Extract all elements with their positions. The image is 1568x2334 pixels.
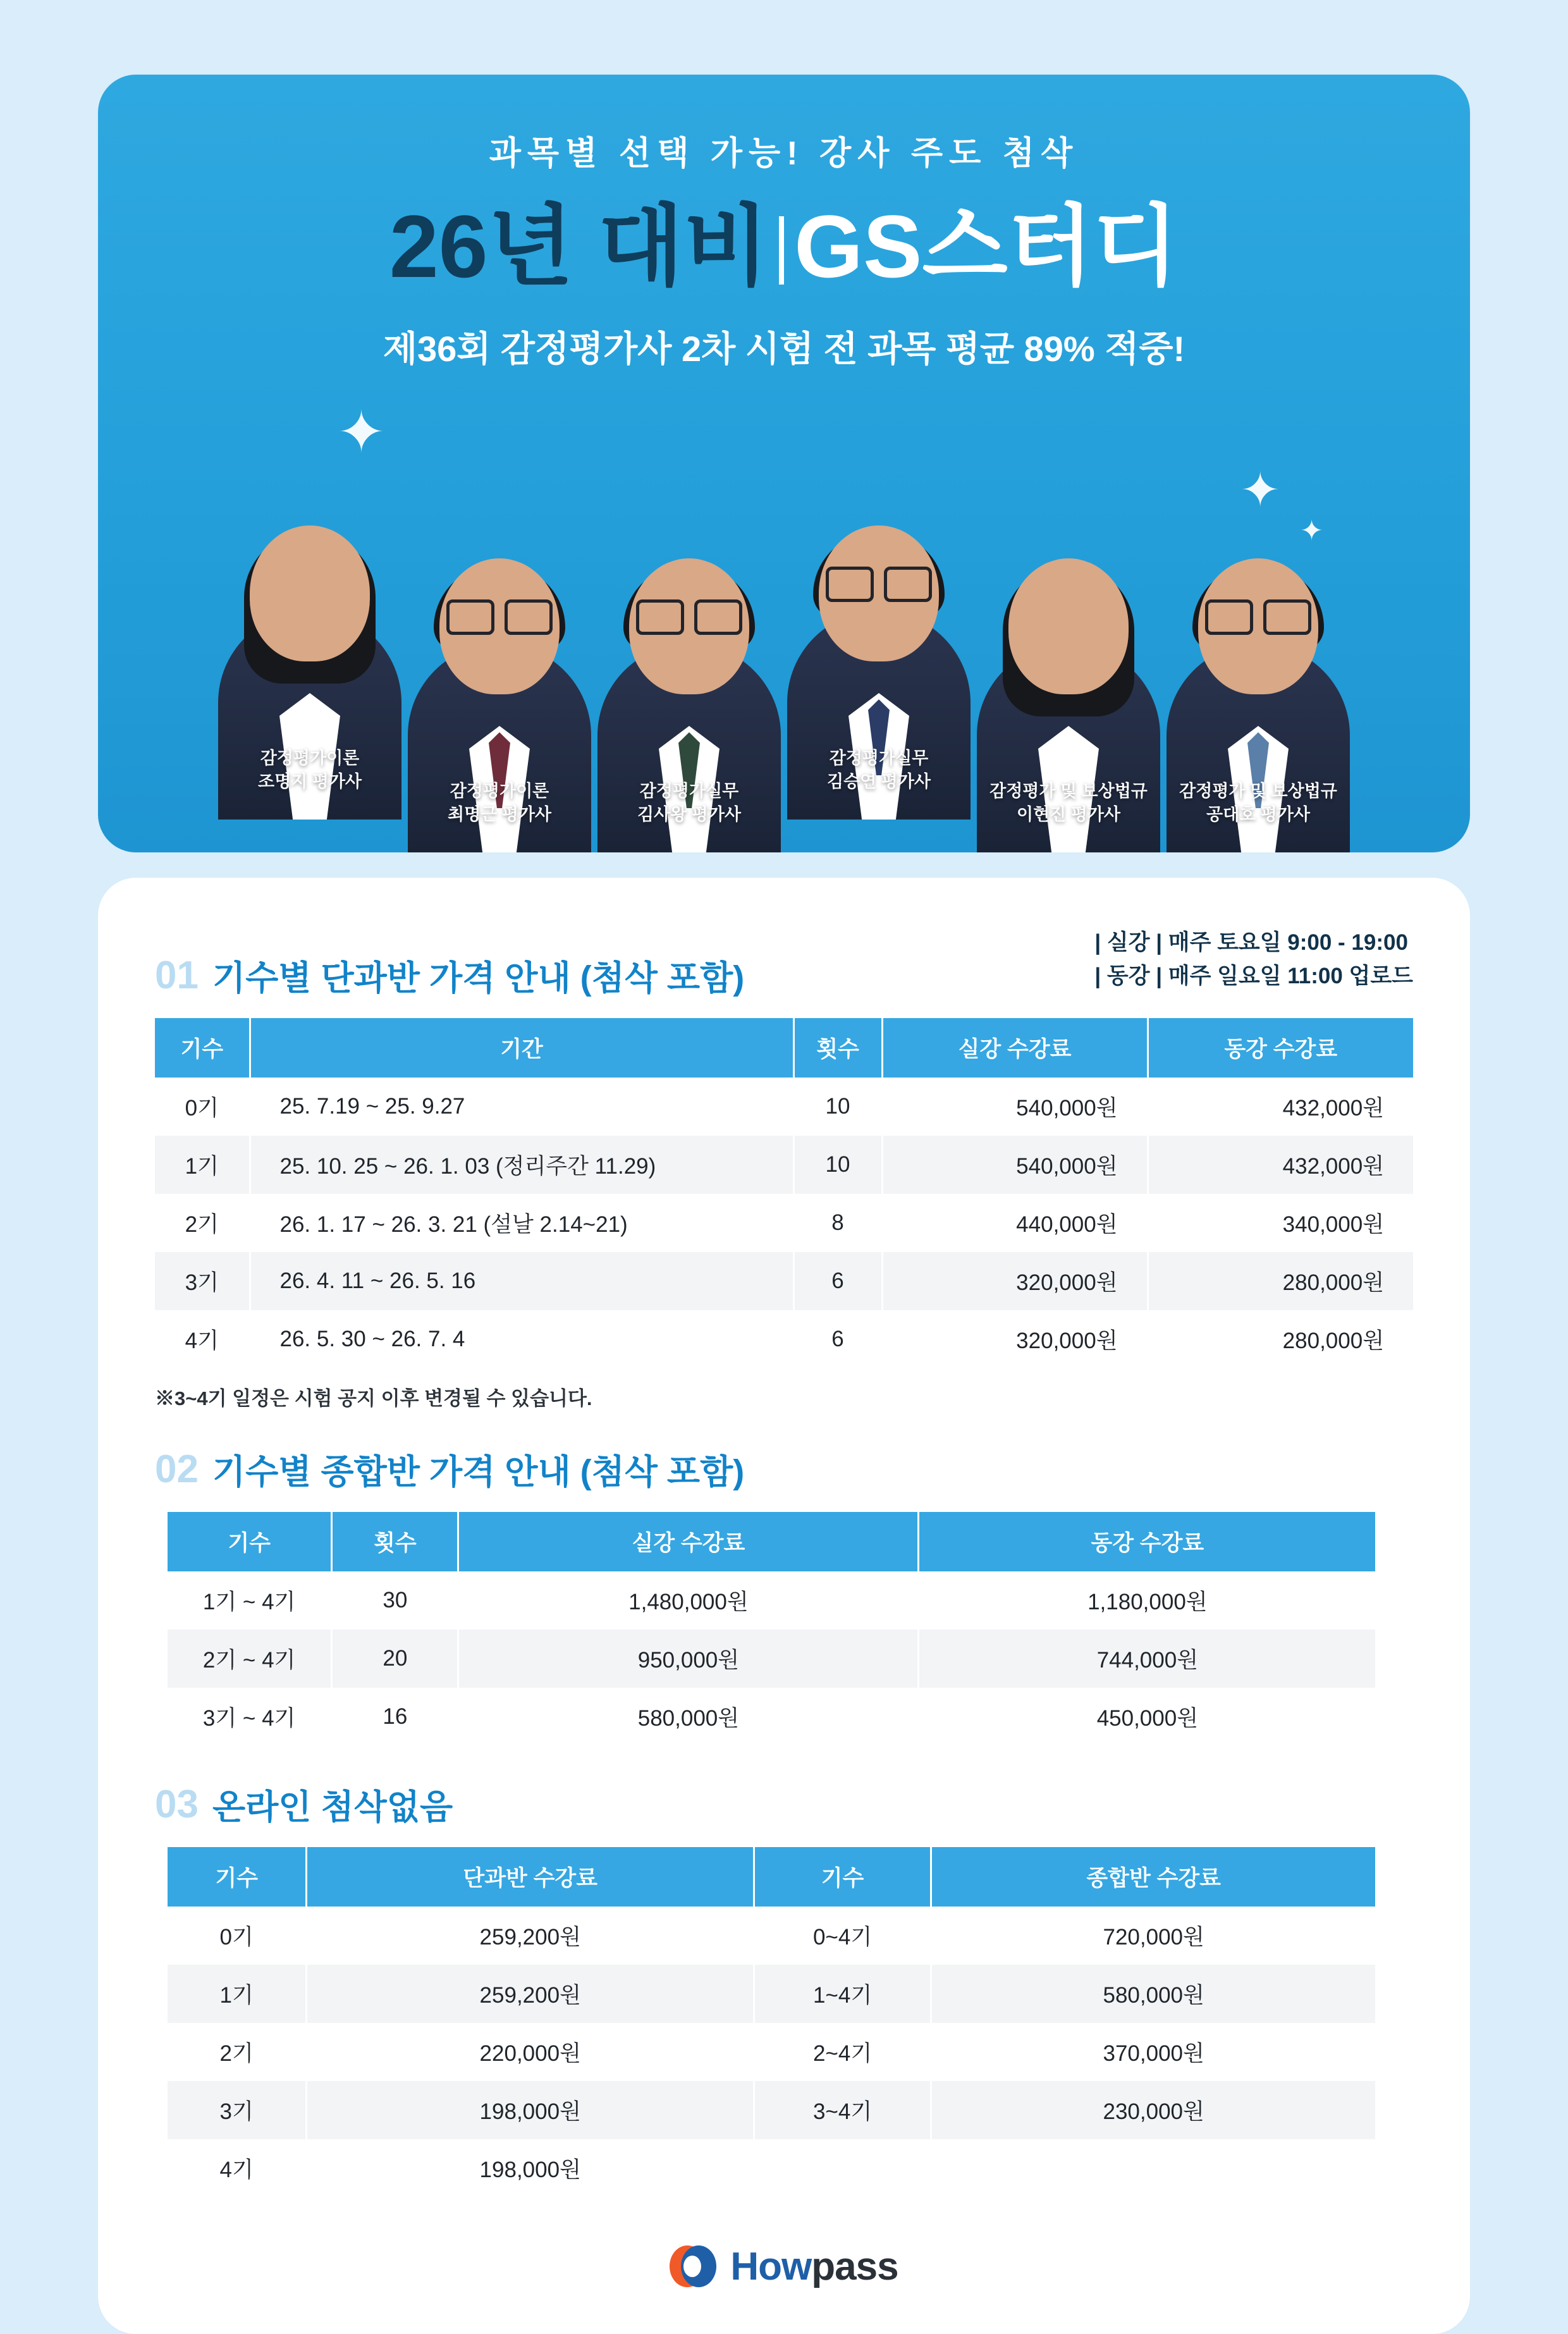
column-header: 종합반 수강료 <box>931 1847 1376 1907</box>
cell-live-price: 580,000원 <box>458 1688 919 1746</box>
instructor-name: 최명근 평가사 <box>448 804 551 824</box>
instructor-portrait <box>784 465 974 820</box>
cell-vod-price: 340,000원 <box>1282 1212 1384 1238</box>
cell-vod-price: 744,000원 <box>1096 1648 1199 1673</box>
cell-single-price: 220,000원 <box>307 2023 754 2081</box>
cell-live-price: 440,000원 <box>882 1194 1148 1252</box>
poster-page <box>0 75 1568 2293</box>
cell-live-price: 320,000원 <box>882 1252 1148 1310</box>
cell-term: 4기 <box>168 2139 307 2197</box>
cell-package-price: 370,000원 <box>1103 2041 1204 2067</box>
howpass-mark-icon <box>670 2243 716 2290</box>
hero-banner <box>98 75 1470 852</box>
sparkle-icon: ✦ <box>1300 515 1323 546</box>
instructor-name: 조명지 평가사 <box>258 771 362 791</box>
column-header: 기수 <box>168 1512 332 1571</box>
cell-vod-price: 450,000원 <box>1096 1706 1199 1731</box>
cell-live-price: 540,000원 <box>882 1078 1148 1136</box>
table-header-row <box>168 1847 1375 1907</box>
section-number: 02 <box>155 1447 199 1492</box>
column-header: 기수 <box>168 1847 307 1907</box>
brand-name-part2: pass <box>811 2244 898 2288</box>
instructor-portrait <box>974 498 1163 852</box>
section-title: 기수별 종합반 가격 안내 (첨삭 포함) <box>212 1453 745 1492</box>
table-row <box>155 1136 1413 1194</box>
hero-title-divider <box>779 216 784 285</box>
cell-count: 6 <box>793 1310 882 1368</box>
cell-vod-price: 432,000원 <box>1282 1096 1384 1121</box>
instructor-portrait <box>594 498 784 852</box>
cell-vod-price: 280,000원 <box>1282 1270 1384 1296</box>
cell-term-range: 2기 ~ 4기 <box>168 1630 332 1688</box>
schedule-info <box>1094 926 1413 995</box>
sparkle-icon: ✦ <box>1240 464 1280 517</box>
hero-title-dark: 26년 대비 <box>389 197 769 296</box>
instructor-name: 김승연 평가사 <box>827 771 931 791</box>
section-02-header <box>155 1447 1413 1492</box>
cell-count: 10 <box>793 1136 882 1194</box>
column-header: 단과반 수강료 <box>307 1847 754 1907</box>
cell-count: 8 <box>793 1194 882 1252</box>
cell-single-price: 259,200원 <box>307 1907 754 1965</box>
glasses-icon <box>636 599 742 630</box>
hero-subtitle: 제36회 감정평가사 2차 시험 전 과목 평균 89% 적중! <box>383 329 1185 369</box>
column-header: 기수 <box>155 1018 250 1078</box>
pricing-card <box>98 878 1470 2334</box>
cell-package-price: 720,000원 <box>1103 1925 1204 1950</box>
schedule-line-vod: | 동강 | 매주 일요일 11:00 업로드 <box>1094 964 1413 989</box>
cell-live-price: 320,000원 <box>882 1310 1148 1368</box>
section-01-note: ※3~4기 일정은 시험 공지 이후 변경될 수 있습니다. <box>155 1387 592 1410</box>
instructor-name: 이현진 평가사 <box>1017 804 1120 824</box>
sparkle-icon: ✦ <box>337 400 386 465</box>
column-header: 기간 <box>250 1018 793 1078</box>
cell-term: 0기 <box>168 1907 307 1965</box>
cell-count: 10 <box>793 1078 882 1136</box>
column-header: 횟수 <box>793 1018 882 1078</box>
instructor-name: 공대호 평가사 <box>1206 804 1310 824</box>
cell-period: 26. 1. 17 ~ 26. 3. 21 (설날 2.14~21) <box>250 1194 793 1252</box>
column-header: 횟수 <box>332 1512 458 1571</box>
cell-period: 25. 10. 25 ~ 26. 1. 03 (정리주간 11.29) <box>250 1136 793 1194</box>
cell-term: 1기 <box>168 1965 307 2023</box>
cell-term: 4기 <box>155 1310 250 1368</box>
instructor-caption <box>989 780 1148 852</box>
cell-live-price: 540,000원 <box>882 1136 1148 1194</box>
table-section-03 <box>168 1847 1375 2197</box>
cell-term-range: 2~4기 <box>754 2023 931 2081</box>
cell-vod-price: 432,000원 <box>1282 1154 1384 1179</box>
table-section-01 <box>155 1018 1413 1368</box>
table-row <box>155 1194 1413 1252</box>
section-01-header <box>155 926 1413 998</box>
cell-period: 26. 4. 11 ~ 26. 5. 16 <box>250 1252 793 1310</box>
cell-term-range: 1기 ~ 4기 <box>168 1571 332 1630</box>
cell-term-range: 3~4기 <box>754 2081 931 2139</box>
instructor-caption <box>637 780 741 852</box>
brand-name-part1: How <box>730 2244 812 2288</box>
cell-period: 26. 5. 30 ~ 26. 7. 4 <box>250 1310 793 1368</box>
section-title: 기수별 단과반 가격 안내 (첨삭 포함) <box>212 959 745 998</box>
cell-term: 0기 <box>155 1078 250 1136</box>
cell-count: 30 <box>332 1571 458 1630</box>
section-number: 03 <box>155 1783 199 1827</box>
cell-term-range: 0~4기 <box>754 1907 931 1965</box>
glasses-icon <box>446 599 553 630</box>
table-row <box>168 1571 1375 1630</box>
cell-vod-price: 1,180,000원 <box>1087 1590 1208 1615</box>
instructor-subject: 감정평가 및 보상법규 <box>1179 782 1337 801</box>
cell-live-price: 1,480,000원 <box>458 1571 919 1630</box>
instructor-subject: 감정평가실무 <box>639 782 739 801</box>
instructor-name: 김사왕 평가사 <box>637 804 741 824</box>
hero-title <box>98 195 1470 297</box>
hero-title-white: GS스터디 <box>794 197 1179 296</box>
cell-single-price: 259,200원 <box>307 1965 754 2023</box>
table-row <box>168 1688 1375 1746</box>
section-number: 01 <box>155 954 199 998</box>
table-row <box>155 1078 1413 1136</box>
table-row <box>168 2023 1375 2081</box>
cell-term: 2기 <box>168 2023 307 2081</box>
cell-count: 6 <box>793 1252 882 1310</box>
table-row <box>168 2081 1375 2139</box>
cell-vod-price: 280,000원 <box>1282 1329 1384 1354</box>
schedule-line-live: | 실강 | 매주 토요일 9:00 - 19:00 <box>1094 930 1408 955</box>
instructor-head <box>250 525 370 661</box>
glasses-icon <box>1205 599 1311 630</box>
table-row <box>168 2139 1375 2197</box>
section-title: 온라인 첨삭없음 <box>212 1788 453 1827</box>
table-row <box>155 1310 1413 1368</box>
cell-count: 16 <box>332 1688 458 1746</box>
table-header-row <box>155 1018 1413 1078</box>
instructor-subject: 감정평가실무 <box>829 749 929 768</box>
instructor-portrait <box>1163 498 1353 852</box>
section-03-header <box>155 1783 1413 1827</box>
cell-single-price: 198,000원 <box>307 2139 754 2197</box>
instructor-subject: 감정평가이론 <box>260 749 360 768</box>
cell-term-range: 1~4기 <box>754 1965 931 2023</box>
hero-kicker: 과목별 선택 가능! 강사 주도 첨삭 <box>489 135 1079 172</box>
section-01-title-group <box>155 954 745 998</box>
column-header: 동강 수강료 <box>1148 1018 1413 1078</box>
instructor-head <box>1008 558 1129 694</box>
brand-name <box>730 2244 898 2289</box>
column-header: 동강 수강료 <box>919 1512 1375 1571</box>
instructor-strip <box>98 460 1470 852</box>
instructor-caption <box>1179 780 1337 852</box>
cell-term: 1기 <box>155 1136 250 1194</box>
table-row <box>168 1965 1375 2023</box>
cell-package-price <box>931 2139 1376 2197</box>
cell-count: 20 <box>332 1630 458 1688</box>
cell-term-range <box>754 2139 931 2197</box>
instructor-caption <box>258 747 362 820</box>
instructor-subject: 감정평가 및 보상법규 <box>989 782 1148 801</box>
instructor-portrait <box>405 498 594 852</box>
cell-period: 25. 7.19 ~ 25. 9.27 <box>250 1078 793 1136</box>
cell-live-price: 950,000원 <box>458 1630 919 1688</box>
table-row <box>155 1252 1413 1310</box>
cell-package-price: 580,000원 <box>1103 1983 1204 2008</box>
column-header: 기수 <box>754 1847 931 1907</box>
glasses-icon <box>826 567 932 597</box>
instructor-portrait <box>215 465 405 820</box>
table-section-02 <box>168 1512 1375 1746</box>
cell-single-price: 198,000원 <box>307 2081 754 2139</box>
table-header-row <box>168 1512 1375 1571</box>
instructor-subject: 감정평가이론 <box>450 782 549 801</box>
table-row <box>168 1907 1375 1965</box>
table-row <box>168 1630 1375 1688</box>
instructor-caption <box>827 747 931 820</box>
instructor-caption <box>448 780 551 852</box>
cell-term: 3기 <box>155 1252 250 1310</box>
cell-package-price: 230,000원 <box>1103 2099 1204 2125</box>
brand-logo <box>155 2243 1413 2290</box>
cell-term: 2기 <box>155 1194 250 1252</box>
column-header: 실강 수강료 <box>882 1018 1148 1078</box>
column-header: 실강 수강료 <box>458 1512 919 1571</box>
cell-term-range: 3기 ~ 4기 <box>168 1688 332 1746</box>
cell-term: 3기 <box>168 2081 307 2139</box>
